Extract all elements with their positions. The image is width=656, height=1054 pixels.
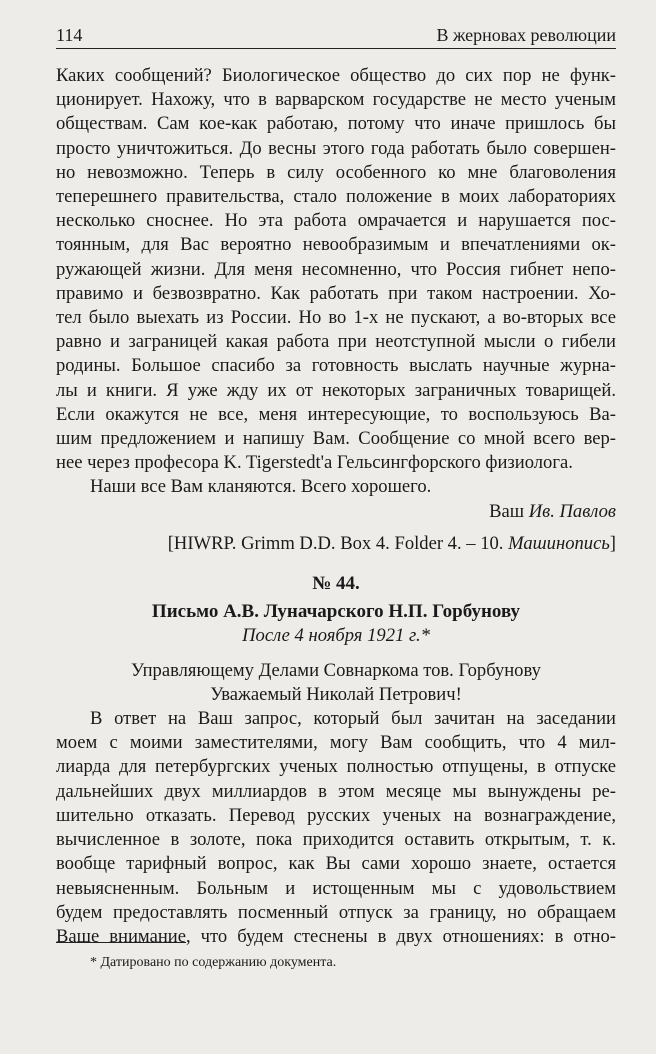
text-line: вообще тарифный вопрос, как Вы сами хорошо знаете, остается [56,853,616,875]
letter-pavlov-text [56,64,616,500]
text-line: шим предложением и напишу Вам. Сообщение со мной всего вер- [56,428,616,450]
addressee: Управляющему Делами Совнаркома тов. Горбунову [131,659,541,681]
text-line: несколько сноснее. Но эта работа омрачается и нарушается пос- [56,210,616,232]
text-line: В ответ на Ваш запрос, который был зачитан на заседании [90,708,616,730]
text-line: тел было выехать из России. Но во 1-х не пускают, а во-вторых все [56,307,616,329]
text-line: тоянным, для Вас вероятно невообразимым и впечатлениями ок- [56,234,616,256]
text-line: Если окажутся не все, меня интересующие, то воспользуюсь Ва- [56,403,616,425]
footnote: * Датировано по содержанию документа. [90,955,337,970]
page-header [56,22,616,49]
text-line: теперешнего правительства, стало положение в моих лабораториях [56,186,616,208]
document-title: Письмо А.В. Луначарского Н.П. Горбунову [151,601,521,623]
archive-close: ] [609,532,616,554]
signature-name: Ив. Павлов [528,500,616,522]
archive-reference [56,532,616,556]
text-line: нее через професора K. Tigerstedt'а Гельсингфорского физиолога. [56,452,573,474]
footnote-rule [56,942,186,943]
text-line: просто уничтожиться. До весны этого года работать было совершен- [56,137,616,159]
text-line: но невозможно. Теперь в силу особенного ко мне благоволения [56,161,616,183]
document-date: После 4 ноября 1921 г.* [242,625,430,647]
signature-prefix: Ваш [489,500,525,522]
text-line: Ваше внимание, что будем стеснены в двух отношениях: в отно- [56,925,616,947]
running-title: В жерновах революции [436,25,616,45]
closing-line: Наши все Вам кланяются. Всего хорошего. [90,476,432,498]
page-body [56,64,616,949]
text-line: шительно отказать. Перевод русских ученых на вознаграждение, [56,804,616,826]
salutation: Уважаемый Николай Петрович! [210,683,462,705]
text-line: Каких сообщений? Биологическое общество до сих пор не функ- [56,65,616,86]
text-line: будем предоставлять посменный отпуск за границу, но обращаем [56,901,616,923]
text-line: правимо и безвозвратно. Как работать при таком настроении. Хо- [56,282,616,304]
page-number: 114 [56,25,83,45]
text-line: родины. Большое спасибо за готовность выслать научные журна- [56,355,616,377]
text-line: невыясненным. Больным и истощенным мы с удовольствием [56,877,616,899]
text-line: дальнейших двух миллиардов в этом месяце мы вынуждены ре- [56,780,616,802]
text-line: обществам. Сам кое-как работаю, потому что иначе пришлось бы [56,113,616,135]
archive-ref-text: [HIWRP. Grimm D.D. Box 4. Folder 4. – 10. [167,532,504,554]
text-line: ционирует. Нахожу, что в варварском государстве не место ученым [56,89,616,111]
signature [56,500,616,524]
text-line: лы и книги. Я уже жду их от некоторых заграничных товарищей. [56,379,616,401]
text-line: ружающей жизни. Для меня несомненно, что Россия гибнет непо- [56,258,616,280]
text-line: моем с моими заместителями, могу Вам сообщить, что 4 мил- [56,732,616,754]
text-line: вычисленное в золоте, пока приходится оставить открытым, т. к. [56,829,616,851]
document-number: № 44. [312,573,360,595]
letter-lunacharsky-text [56,707,616,949]
text-line: лиарда для петербургских ученых полностью отпущены, в отпуске [56,756,616,778]
archive-type: Машинопись [508,532,610,554]
text-line: равно и заграницей какая работа при неотступной мысли о гибели [56,331,616,353]
